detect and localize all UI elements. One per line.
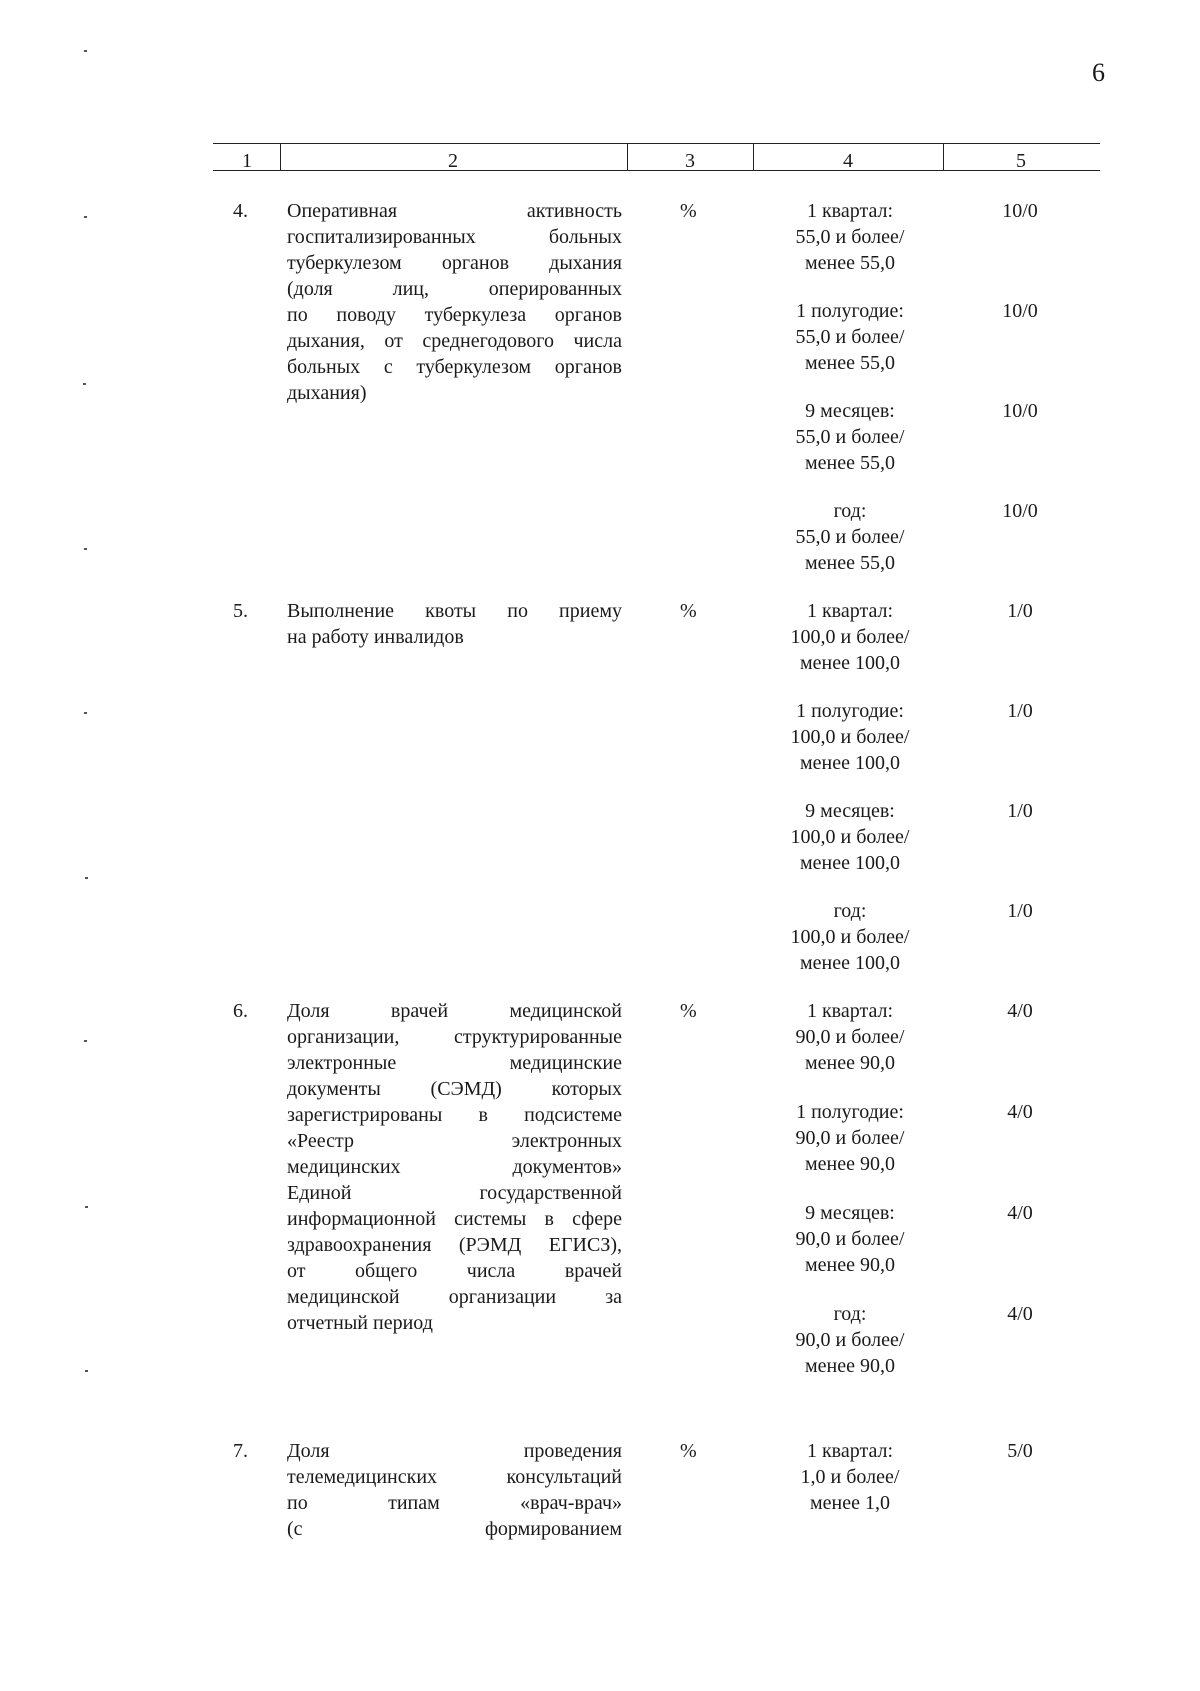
score: 4/0	[1007, 1000, 1033, 1022]
score: 1/0	[1007, 800, 1033, 822]
score: 10/0	[1002, 400, 1038, 422]
unit: %	[680, 1440, 697, 1462]
column-header-1: 1	[242, 150, 252, 172]
description-line: туберкулезом органов дыхания	[287, 252, 622, 274]
period-threshold: 90,0 и более/	[795, 1329, 905, 1351]
period-label: 1 полугодие:	[796, 700, 904, 722]
unit: %	[680, 600, 697, 622]
period-threshold: 90,0 и более/	[795, 1228, 905, 1250]
period-block	[750, 1438, 950, 1516]
row-number: 7.	[233, 1440, 248, 1462]
period-label: 1 квартал:	[806, 600, 894, 622]
description-line: Доля проведения	[287, 1440, 622, 1462]
unit: %	[680, 200, 697, 222]
period-block	[750, 898, 950, 976]
period-threshold: менее 90,0	[805, 1355, 895, 1377]
period-label: год:	[833, 900, 867, 922]
period-block	[750, 1301, 950, 1379]
score: 5/0	[1007, 1440, 1033, 1462]
description-line: по типам «врач-врач»	[287, 1492, 622, 1514]
score: 4/0	[1007, 1202, 1033, 1224]
description-line: медицинской организации за	[287, 1286, 622, 1308]
period-threshold: менее 100,0	[800, 952, 900, 974]
scan-speck	[85, 877, 88, 879]
score: 1/0	[1007, 700, 1033, 722]
period-threshold: 55,0 и более/	[795, 326, 905, 348]
description-line: (доля лиц, оперированных	[287, 278, 622, 300]
score: 4/0	[1007, 1101, 1033, 1123]
scan-speck	[84, 548, 87, 550]
period-block	[750, 1099, 950, 1177]
period-threshold: 90,0 и более/	[795, 1026, 905, 1048]
score: 1/0	[1007, 600, 1033, 622]
period-block	[750, 798, 950, 876]
header-divider	[280, 143, 281, 171]
period-threshold: менее 100,0	[800, 752, 900, 774]
period-block	[750, 398, 950, 476]
period-label: 1 квартал:	[806, 1000, 894, 1022]
period-label: 9 месяцев:	[805, 1202, 895, 1224]
description-line: зарегистрированы в подсистеме	[287, 1104, 622, 1126]
description-line: медицинских документов»	[287, 1156, 622, 1178]
header-divider	[753, 143, 754, 171]
scan-speck	[85, 1206, 88, 1208]
period-threshold: менее 55,0	[805, 252, 895, 274]
scan-speck	[85, 1370, 88, 1372]
period-threshold: 55,0 и более/	[795, 526, 905, 548]
period-threshold: менее 55,0	[805, 552, 895, 574]
period-label: 1 полугодие:	[796, 1101, 904, 1123]
description-line: «Реестр электронных	[287, 1130, 622, 1152]
column-header-2: 2	[448, 150, 458, 172]
row-number: 4.	[233, 200, 248, 222]
scan-speck	[84, 216, 87, 218]
header-top-rule	[213, 143, 1100, 144]
period-threshold: менее 90,0	[805, 1052, 895, 1074]
period-block	[750, 698, 950, 776]
score: 10/0	[1002, 300, 1038, 322]
period-threshold: 100,0 и более/	[790, 726, 910, 748]
description-line: дыхания, от среднегодового числа	[287, 330, 622, 352]
period-threshold: менее 90,0	[805, 1153, 895, 1175]
description-line: по поводу туберкулеза органов	[287, 304, 622, 326]
description-line: электронные медицинские	[287, 1052, 622, 1074]
description-line: здравоохранения (РЭМД ЕГИСЗ),	[287, 1234, 622, 1256]
period-label: 1 полугодие:	[796, 300, 904, 322]
period-label: 1 квартал:	[806, 1440, 894, 1462]
description-line: документы (СЭМД) которых	[287, 1078, 622, 1100]
scan-speck	[84, 50, 87, 52]
period-threshold: 100,0 и более/	[790, 926, 910, 948]
description-line: Оперативная активность	[287, 200, 622, 222]
header-divider	[943, 143, 944, 171]
description-line: телемедицинских консультаций	[287, 1466, 622, 1488]
row-description	[287, 998, 622, 1336]
period-block	[750, 298, 950, 376]
period-threshold: 55,0 и более/	[795, 426, 905, 448]
description-line: на работу инвалидов	[287, 626, 464, 648]
column-header-3: 3	[685, 150, 695, 172]
header-bottom-rule	[213, 170, 1100, 171]
score: 1/0	[1007, 900, 1033, 922]
period-block	[750, 998, 950, 1076]
period-block	[750, 598, 950, 676]
period-threshold: 55,0 и более/	[795, 226, 905, 248]
period-threshold: 1,0 и более/	[800, 1466, 900, 1488]
period-threshold: менее 1,0	[810, 1492, 890, 1514]
score: 4/0	[1007, 1303, 1033, 1325]
score: 10/0	[1002, 200, 1038, 222]
description-line: дыхания)	[287, 382, 367, 404]
period-block	[750, 198, 950, 276]
description-line: госпитализированных больных	[287, 226, 622, 248]
row-description	[287, 1438, 622, 1542]
page-number: 6	[1092, 58, 1105, 87]
description-line: (с формированием	[287, 1518, 622, 1540]
description-line: отчетный период	[287, 1312, 433, 1334]
scan-speck	[84, 1040, 87, 1042]
period-label: 9 месяцев:	[805, 400, 895, 422]
description-line: больных с туберкулезом органов	[287, 356, 622, 378]
row-number: 5.	[233, 600, 248, 622]
description-line: организации, структурированные	[287, 1026, 622, 1048]
period-block	[750, 498, 950, 576]
scan-speck	[83, 383, 86, 385]
column-header-5: 5	[1016, 150, 1026, 172]
description-line: Единой государственной	[287, 1182, 622, 1204]
period-threshold: менее 90,0	[805, 1254, 895, 1276]
description-line: информационной системы в сфере	[287, 1208, 622, 1230]
period-label: год:	[833, 1303, 867, 1325]
row-description	[287, 598, 622, 650]
period-label: 9 месяцев:	[805, 800, 895, 822]
period-threshold: менее 55,0	[805, 352, 895, 374]
period-threshold: 100,0 и более/	[790, 626, 910, 648]
period-threshold: 90,0 и более/	[795, 1127, 905, 1149]
row-description	[287, 198, 622, 406]
description-line: Выполнение квоты по приему	[287, 600, 622, 622]
description-line: Доля врачей медицинской	[287, 1000, 622, 1022]
row-number: 6.	[233, 1000, 248, 1022]
scan-speck	[84, 712, 87, 714]
period-label: 1 квартал:	[806, 200, 894, 222]
period-threshold: 100,0 и более/	[790, 826, 910, 848]
period-threshold: менее 55,0	[805, 452, 895, 474]
column-header-4: 4	[843, 150, 853, 172]
period-label: год:	[833, 500, 867, 522]
score: 10/0	[1002, 500, 1038, 522]
unit: %	[680, 1000, 697, 1022]
period-threshold: менее 100,0	[800, 852, 900, 874]
period-block	[750, 1200, 950, 1278]
period-threshold: менее 100,0	[800, 652, 900, 674]
description-line: от общего числа врачей	[287, 1260, 622, 1282]
header-divider	[627, 143, 628, 171]
